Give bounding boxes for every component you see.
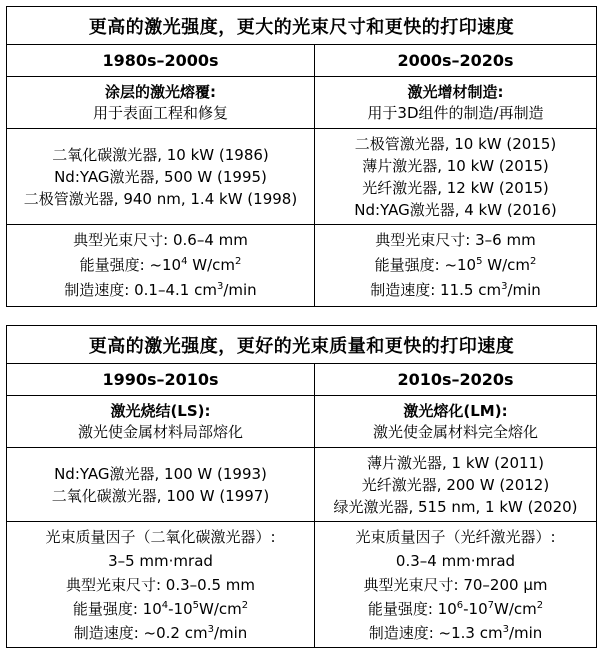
laser-entry: Nd:YAG激光器, 500 W (1995) [54, 167, 267, 186]
process-title: 涂层的激光熔覆: [105, 82, 216, 101]
laser-melting-table [6, 325, 597, 648]
beam-properties-cell [315, 522, 597, 648]
beam-quality-value: 3–5 mm·mrad [108, 551, 213, 570]
energy-intensity: 能量强度: $\sim 10^5$ $W/cm^2$ [374, 256, 537, 274]
process-description: 用于3D组件的制造/再制造 [367, 103, 544, 122]
laser-entry: 薄片激光器, 10 kW (2015) [362, 156, 549, 175]
build-rate: 制造速度: ~1.3 $cm^3/\min$ [368, 623, 543, 642]
laser-entry: 绿光激光器, 515 nm, 1 kW (2020) [333, 497, 578, 516]
process-description: 激光使金属材料局部熔化 [77, 422, 243, 441]
process-description: 激光使金属材料完全熔化 [372, 422, 538, 441]
process-cell [7, 396, 315, 448]
beam-quality-value: 0.3–4 mm·mrad [395, 551, 516, 570]
beam-quality-label: 光束质量因子（光纤激光器）: [355, 527, 556, 546]
process-title: 激光熔化(LM): [403, 401, 508, 420]
process-cell [7, 77, 315, 129]
era-header: 1990s–2010s [7, 364, 315, 396]
beam-properties-cell [7, 522, 315, 648]
laser-list-cell [7, 129, 315, 225]
laser-list-cell [315, 448, 597, 522]
table-title: 更高的激光强度，更大的光束尺寸和更快的打印速度 [7, 7, 597, 45]
beam-properties-cell [315, 225, 597, 307]
laser-entry: 光纤激光器, 12 kW (2015) [362, 178, 549, 197]
process-title: 激光烧结(LS): [110, 401, 211, 420]
build-rate: 制造速度: 0.1–4.1 $cm^3/\min$ [64, 281, 257, 299]
beam-size: 典型光束尺寸: 0.3–0.5 mm [65, 575, 256, 594]
laser-entry: 二氧化碳激光器, 100 W (1997) [51, 486, 270, 505]
process-cell [315, 396, 597, 448]
energy-intensity: 能量强度: $10^4-10^5W/cm^2$ [72, 599, 249, 618]
laser-entry: 光纤激光器, 200 W (2012) [361, 475, 550, 494]
process-cell [315, 77, 597, 129]
laser-entry: 二氧化碳激光器, 10 kW (1986) [52, 145, 269, 164]
laser-entry: 二极管激光器, 10 kW (2015) [354, 134, 557, 153]
process-title: 激光增材制造: [407, 82, 504, 101]
energy-intensity: 能量强度: $10^6-10^7W/cm^2$ [367, 599, 544, 618]
beam-size: 典型光束尺寸: 0.6–4 mm [73, 231, 248, 249]
laser-entry: Nd:YAG激光器, 4 kW (2016) [354, 200, 557, 219]
laser-list-cell [315, 129, 597, 225]
laser-entry: 薄片激光器, 1 kW (2011) [366, 453, 544, 472]
era-header: 2010s–2020s [315, 364, 597, 396]
beam-size: 典型光束尺寸: 3–6 mm [375, 231, 536, 249]
beam-quality-label: 光束质量因子（二氧化碳激光器）: [45, 527, 276, 546]
table-title: 更高的激光强度，更好的光束质量和更快的打印速度 [7, 326, 597, 364]
beam-size: 典型光束尺寸: 70–200 μm [363, 575, 548, 594]
era-header: 1980s–2000s [7, 45, 315, 77]
build-rate: 制造速度: 11.5 $cm^3/\min$ [370, 281, 541, 299]
energy-intensity: 能量强度: $\sim 10^4$ $W/cm^2$ [79, 256, 242, 274]
laser-cladding-table [6, 6, 597, 307]
laser-entry: Nd:YAG激光器, 100 W (1993) [54, 464, 267, 483]
process-description: 用于表面工程和修复 [92, 103, 228, 122]
build-rate: 制造速度: ~0.2 $cm^3/\min$ [73, 623, 248, 642]
laser-entry: 二极管激光器, 940 nm, 1.4 kW (1998) [23, 189, 298, 208]
era-header: 2000s–2020s [315, 45, 597, 77]
laser-list-cell [7, 448, 315, 522]
beam-properties-cell [7, 225, 315, 307]
